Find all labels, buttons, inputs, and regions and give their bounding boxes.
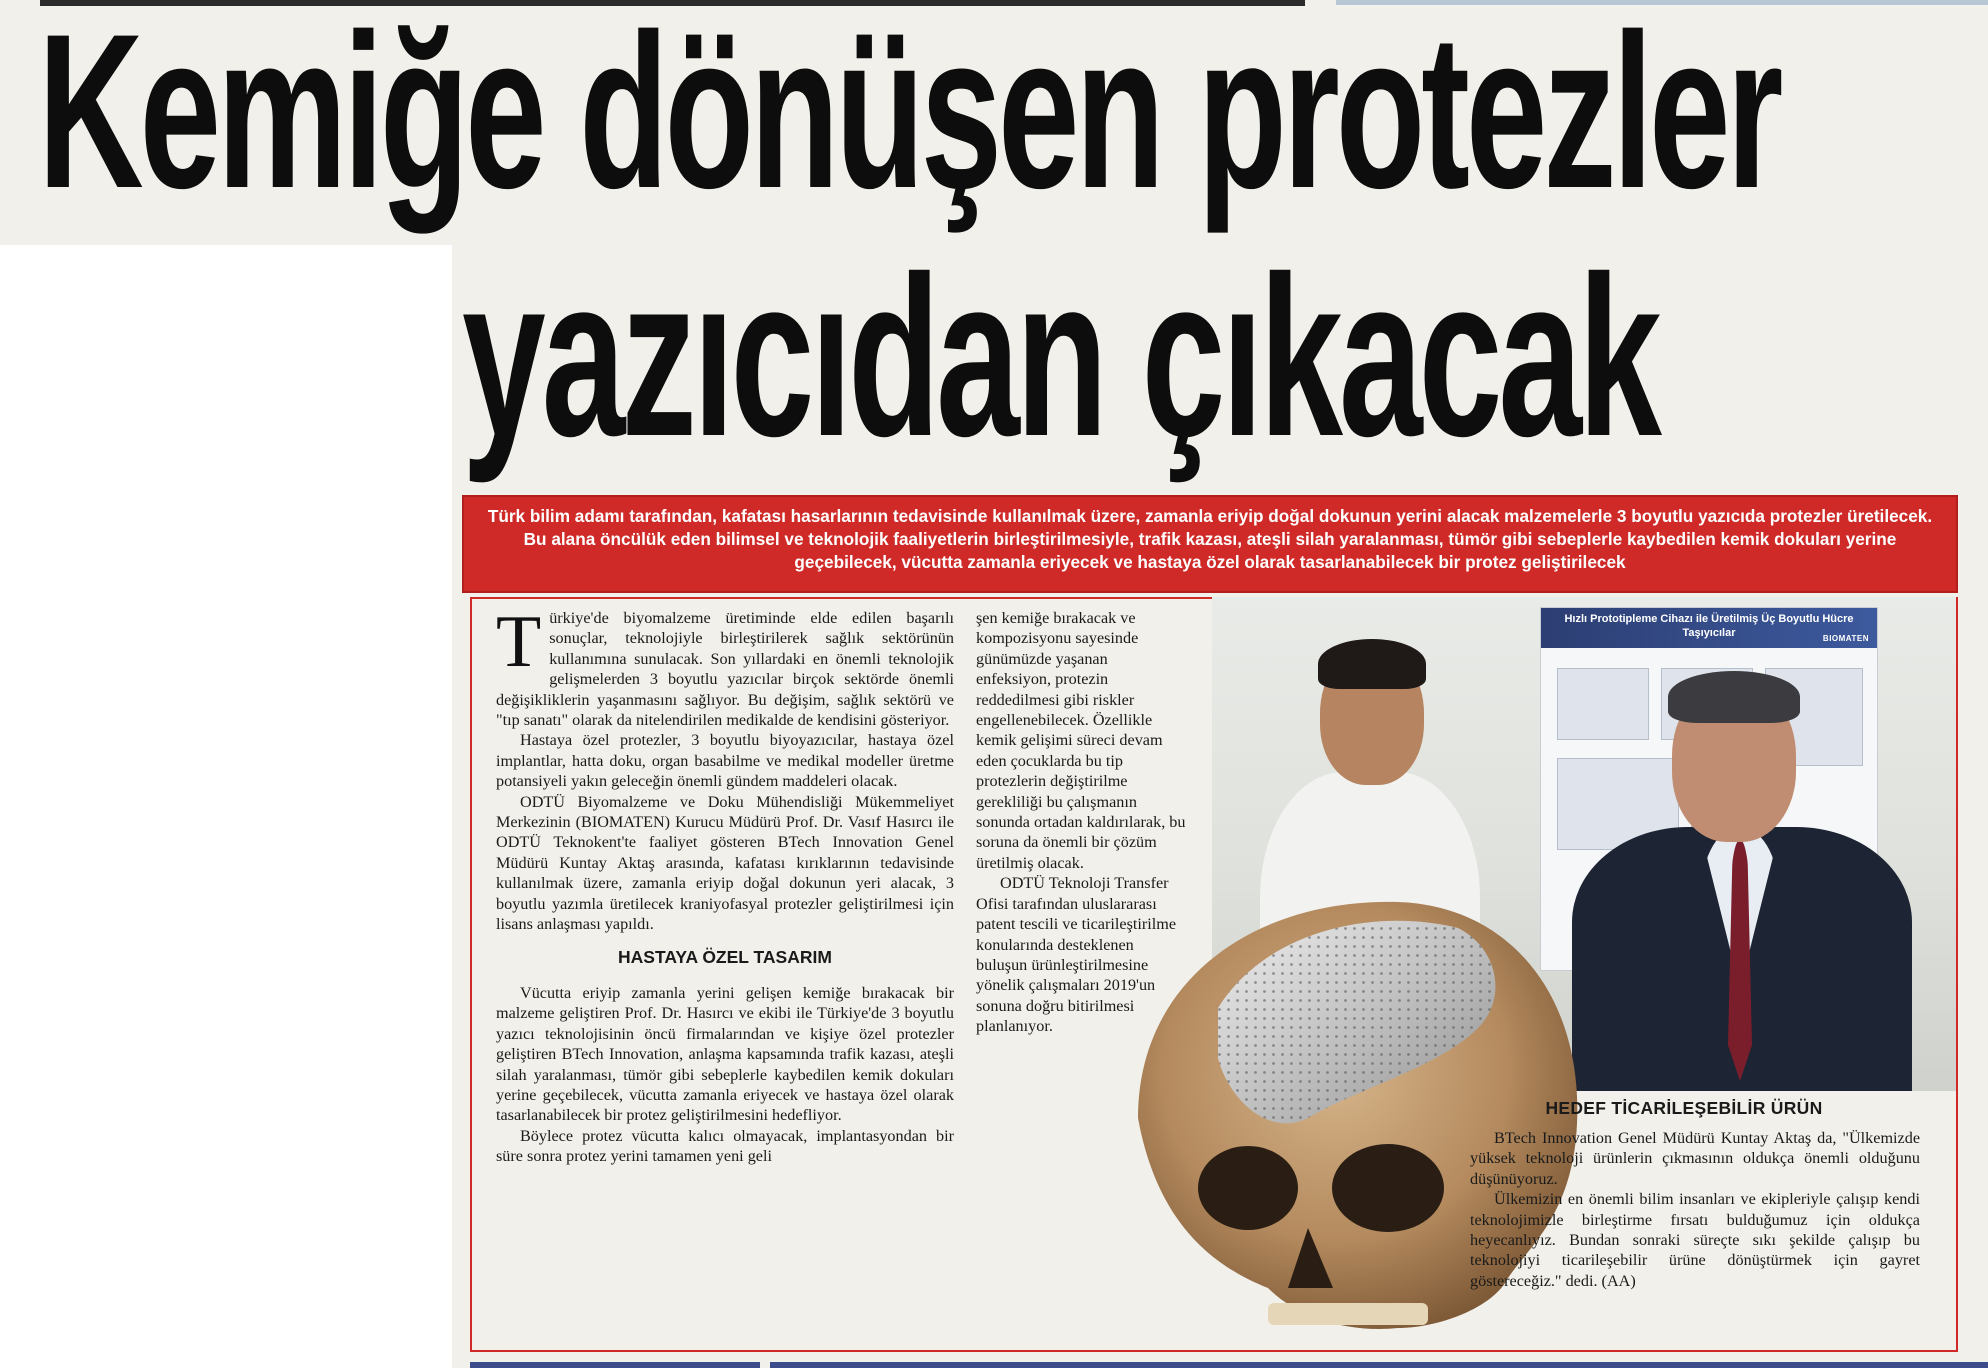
paragraph: Ülkemizin en önemli bilim insanları ve ekipleriyle çalışıp kendi teknolojimizle birleştirme fırsatı bulduğumuz için oldukça heyecanlıyız. Bundan sonraki süreçte sıkı şekilde çalışıp bu teknolojiyi ticarileşebilir ürüne dönüştürmek için gayret göstereceğiz." dedi. (AA) [1470,1190,1920,1290]
paragraph [496,601,954,730]
article-column-1 [496,601,954,1167]
lede-banner: Türk bilim adamı tarafından, kafatası hasarlarının tedavisinde kullanılmak üzere, zamanla eriyip doğal dokunun yerini alacak malzemelerle 3 boyutlu yazıcıda protezler üretilecek. Bu alana öncülük eden bilimsel ve teknolojik faaliyetlerin birleştirilmesiyle, trafik kazası, ateşli silah yaralanması, tümör gibi sebeplerle kaybedilen kemik dokuları yerine geçebilecek, vücutta zamanla eriyecek ve hastaya özel olarak tasarlanabilecek bir protez geliştirilecek [462,495,1958,593]
paragraph: Böylece protez vücutta kalıcı olmayacak, implantasyondan bir süre sonra protez yerini tamamen yeni geli [496,1126,954,1166]
bottom-rule [470,1362,760,1368]
paragraph: şen kemiğe bırakacak ve kompozisyonu sayesinde günümüzde yaşanan enfeksiyon, protezin reddedilmesi gibi riskler engellenebilecek. Özellikle kemik gelişimi süreci devam eden çocuklarda bu tip protezlerin değiştirilme gerekliliği bu çalışmanın sonunda ortadan kaldırılarak, bu soruna da önemli bir çözüm üretilmiş olacak. [976,609,1186,872]
subheading-hedef-ticarilesebilir-urun: HEDEF TİCARİLEŞEBİLİR ÜRÜN [1545,1098,1823,1118]
paragraph: Vücutta eriyip zamanla yerini gelişen kemiğe bırakacak bir malzeme geliştiren Prof. Dr. Hasırcı ve ekibi ile Türkiye'de 3 boyutlu yazıcı teknolojisinin öncü firmalarından ve kişiye özel protezler geliştiren BTech Innovation, anlaşma kapsamında trafik kazası, ateşli silah yaralanması, tümör gibi sebeplerle kaybedilen kemik dokuları yerine geçebilecek, vücutta zamanla eriyecek ve hastaya özel olarak tasarlanabilecek bir protez geliştirilmesini hedefliyor. [496,983,954,1125]
poster-title: Hızlı Prototipleme Cihazı ile Üretilmiş Üç Boyutlu Hücre Taşıyıcılar [1564,613,1854,639]
paragraph: BTech Innovation Genel Müdürü Kuntay Aktaş da, "Ülkemizde yüksek teknoloji ürünlerin çıkmasının oldukça önemli olduğunu düşünüyoruz. [1470,1129,1920,1188]
poster-figure [1557,668,1649,740]
paragraph-text: ürkiye'de biyomalzeme üretiminde elde edilen başarılı sonuçlar, teknolojiyle birleştirilerek sağlık sektörünün kullanımına sunulacak. Son yıllardaki en önemli teknolojik gelişmelerden 3 boyutlu yazıcılar birçok sektörde önemli değişikliklerin yaşanmasını sağlıyor. Bu değişim, sağlık sektörü ve "tıp sanatı" olarak da nitelendirilen medikalde de kendisini gösteriyor. [496,609,954,730]
paragraph: ODTÜ Biyomalzeme ve Doku Mühendisliği Mükemmeliyet Merkezinin (BIOMATEN) Kurucu Müdürü Prof. Dr. Vasıf Hasırcı ile ODTÜ Teknokent'te faaliyet gösteren BTech Innovation Genel Müdürü Kuntay Aktaş arasında, kafatası kırıklarının tedavisinde kullanılmak üzere, zamanla eriyip doğal dokunun yeri alacak, 3 boyutlu yazımla üretilecek kraniyofasyal protezler geliştirilmesi için lisans anlaşması yapıldı. [496,792,954,934]
headline-line-2: yazıcıdan çıkacak [462,230,1658,484]
eye-socket-left [1198,1146,1298,1230]
teeth [1268,1303,1428,1325]
paragraph: Hastaya özel protezler, 3 boyutlu biyoyazıcılar, hastaya özel implantlar, hatta doku, organ basabilme ve medikal modeller üretme potansiyeli yakın geleceğin önemli gündem maddeleri olacak. [496,731,954,791]
subheading-hastaya-ozel-tasarim: HASTAYA ÖZEL TASARIM [618,946,832,967]
article-column-3 [1470,1128,1920,1291]
poster-brand: BIOMATEN [1822,634,1869,643]
headline-line-1: Kemiğe dönüşen protezler [38,0,1780,234]
drop-cap: T [496,601,542,683]
man-right-hair [1668,671,1800,723]
man-left-hair [1318,639,1426,689]
eye-socket-right [1332,1144,1444,1232]
bottom-rule-right [770,1362,1988,1368]
paragraph: ODTÜ Teknoloji Transfer Ofisi tarafından uluslararası patent tescili ve ticarileştirilme konularında desteklenen buluşun ürünleştirilmesine yönelik çalışmaları 2019'un sonuna doğru bitirilmesi planlanıyor. [976,874,1177,1036]
